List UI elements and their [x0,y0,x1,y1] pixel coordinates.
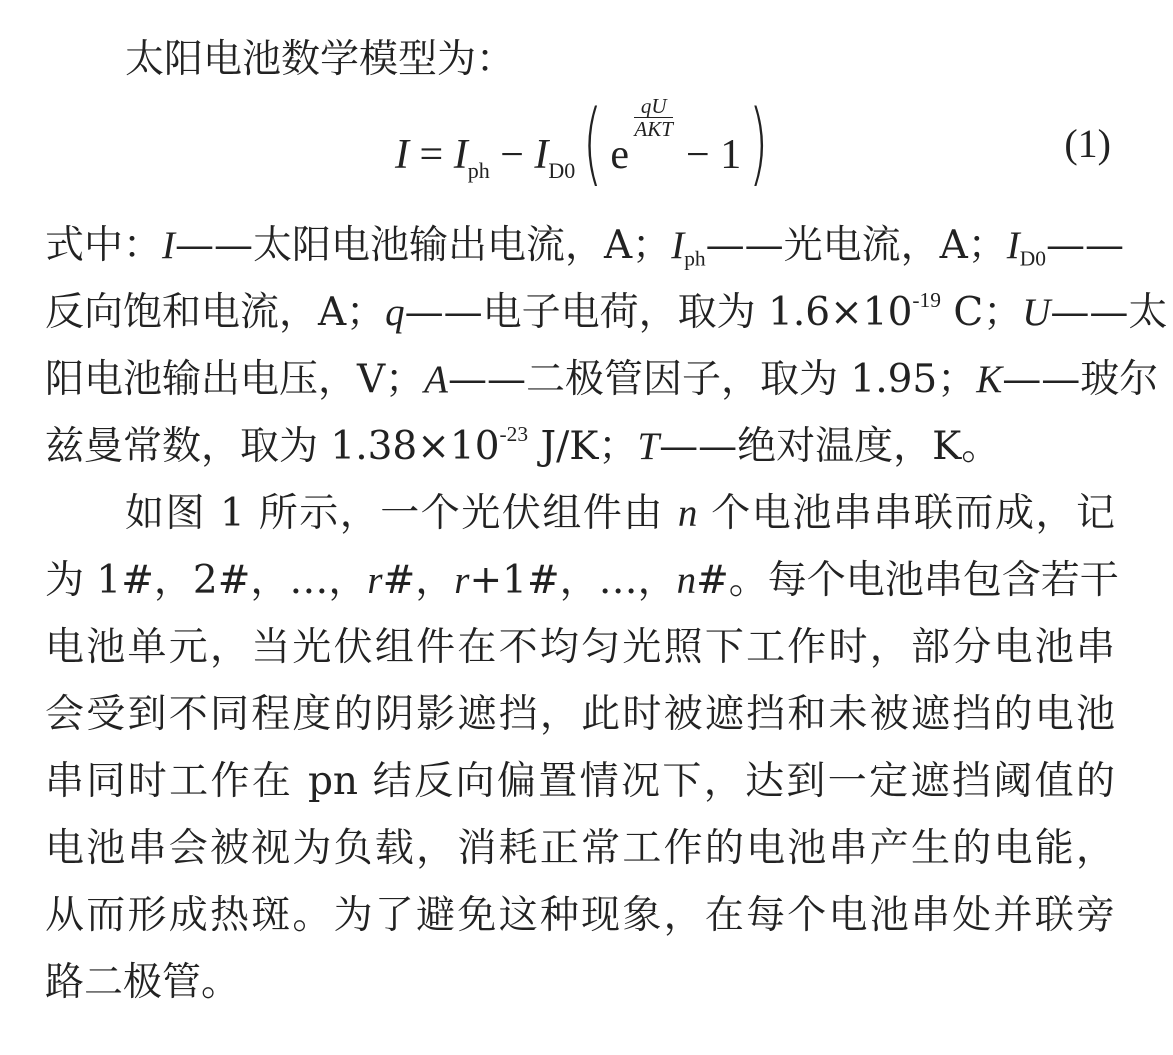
definition-line-4: 兹曼常数，取为 $1.38\times 10^{-23}$ J/K；T——绝对温度，K。 [45,421,1001,469]
equation-body [395,91,776,201]
eq-minus-sign-2: − [686,132,710,178]
eq-current-symbol: I [395,132,409,178]
eq-equals-sign: = [419,132,444,178]
eq-right-paren: ) [749,91,769,196]
eq-exponent-fraction [634,95,673,140]
eq-left-paren: ( [583,91,603,196]
definition-line-3: 阳电池输出电压，V；A——二极管因子，取为 1.95；K——玻尔 [45,357,1159,402]
eq-saturation-current-subscript: D0 [548,158,576,183]
equation-1 [0,92,1173,202]
paragraph-line-8: 路二极管。 [45,960,241,1005]
eq-exponential [610,94,673,185]
definition-line-2: 反向饱和电流，A；q——电子电荷，取为 $1.6\times 10^{-19}$ C；U——太 [45,287,1168,335]
paragraph-line-3: 电池单元，当光伏组件在不均匀光照下工作时，部分电池串 [45,625,1115,670]
paragraph-line-6: 电池串会被视为负载，消耗正常工作的电池串产生的电能， [45,826,1115,871]
eq-exp-base: e [610,132,630,178]
equation-number: (1) [1064,121,1111,166]
paragraph-line-2: 为 1#，2#，…，r#，r+1#，…，n#。每个电池串包含若干 [45,558,1119,603]
paragraph-line-1: 如图 1 所示，一个光伏组件由 n 个电池串串联而成，记 [125,491,1115,536]
eq-minus-sign: − [500,132,524,178]
eq-exponent-denominator: AKT [634,117,673,141]
paragraph-line-7: 从而形成热斑。为了避免这种现象，在每个电池串处并联旁 [45,893,1115,938]
definition-line-1: 式中：I——太阳电池输出电流，A；$I_{ph}——$光电流，A；$I_{D0}——$ [45,223,1124,271]
eq-exponent-numerator: qU [634,95,673,118]
paragraph-line-4: 会受到不同程度的阴影遮挡，此时被遮挡和未被遮挡的电池 [45,692,1115,737]
eq-photocurrent-symbol: I [453,132,468,178]
eq-photocurrent-subscript: ph [467,158,490,183]
model-intro-text: 太阳电池数学模型为： [125,37,516,82]
paragraph-line-5: 串同时工作在 pn 结反向偏置情况下，达到一定遮挡阈值的 [45,759,1115,804]
eq-one: 1 [720,132,742,178]
eq-saturation-current-symbol: I [534,132,549,178]
